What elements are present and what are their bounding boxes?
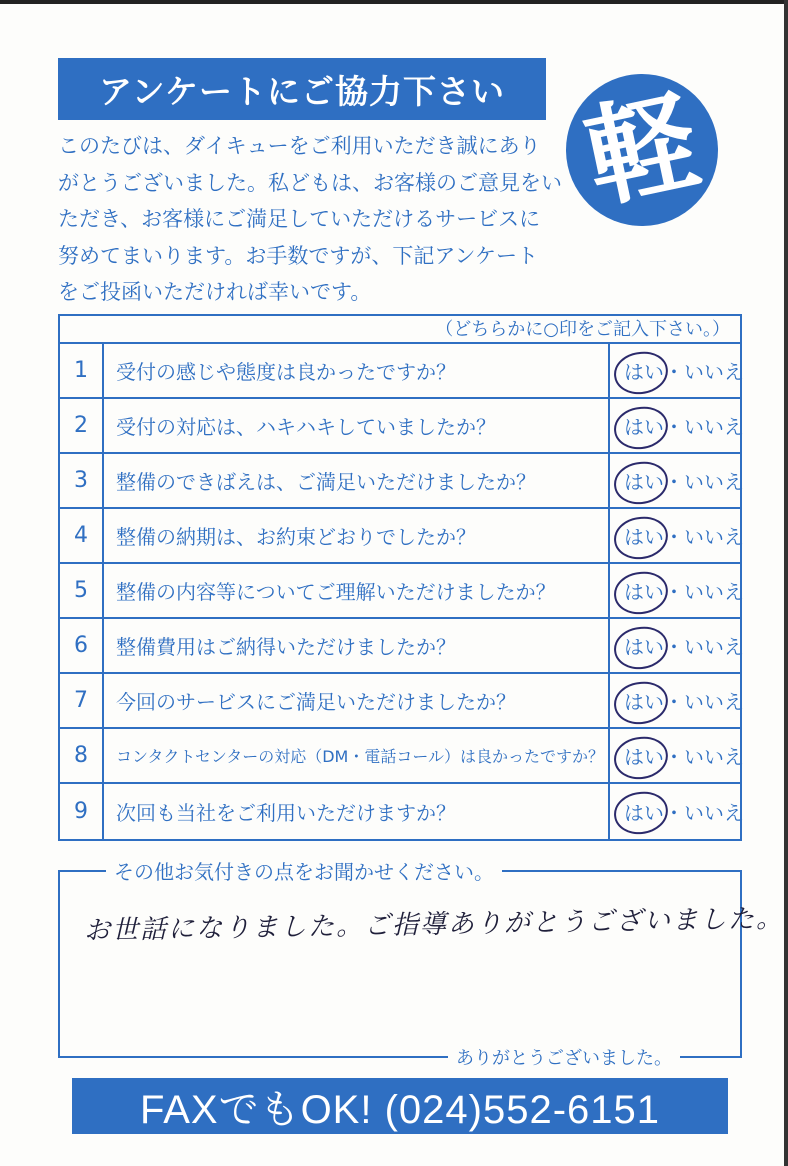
answer-yes[interactable]: はい [624, 801, 664, 825]
question-text: 整備費用はご納得いただけましたか？ [104, 619, 610, 672]
question-text: 受付の感じや態度は良かったですか？ [104, 344, 610, 397]
circled-mark [612, 404, 670, 451]
answer-no[interactable]: いいえ [684, 525, 744, 549]
question-number: 7 [60, 674, 104, 727]
answer-choice[interactable] [610, 729, 744, 782]
question-number: 5 [60, 564, 104, 617]
answer-separator: ・ [664, 360, 684, 384]
circled-mark [612, 624, 670, 671]
question-text: コンタクトセンターの対応（DM・電話コール）は良かったですか？ [104, 729, 610, 782]
answer-choice[interactable] [610, 509, 744, 562]
question-row [60, 399, 744, 454]
circled-mark [612, 569, 670, 616]
answer-no[interactable]: いいえ [684, 635, 744, 659]
answer-yes[interactable]: はい [624, 525, 664, 549]
question-number: 6 [60, 619, 104, 672]
answer-choice[interactable] [610, 674, 744, 727]
survey-instruction: （どちらかに○印をご記入下さい。） [60, 316, 740, 344]
answer-choice[interactable] [610, 619, 744, 672]
question-text: 今回のサービスにご満足いただけましたか？ [104, 674, 610, 727]
intro-line: がとうございました。私どもは、お客様のご意見をい [58, 170, 562, 195]
question-row [60, 674, 744, 729]
answer-no[interactable]: いいえ [684, 360, 744, 384]
answer-no[interactable]: いいえ [684, 690, 744, 714]
card-top-edge [0, 0, 788, 4]
answer-yes[interactable]: はい [624, 635, 664, 659]
answer-no[interactable]: いいえ [684, 470, 744, 494]
answer-choice[interactable] [610, 564, 744, 617]
handwritten-comment: お世話になりました。ご指導ありがとうございました。 [83, 903, 785, 947]
question-number: 4 [60, 509, 104, 562]
question-row [60, 619, 744, 674]
answer-yes[interactable]: はい [624, 745, 664, 769]
circled-mark [612, 789, 670, 836]
answer-separator: ・ [664, 580, 684, 604]
question-row [60, 344, 744, 399]
question-text: 受付の対応は、ハキハキしていましたか？ [104, 399, 610, 452]
question-row [60, 509, 744, 564]
question-row [60, 454, 744, 509]
survey-title: アンケートにご協力下さい [58, 58, 546, 120]
circled-mark [612, 679, 670, 726]
intro-text [58, 128, 562, 311]
question-text: 整備のできばえは、ご満足いただけましたか？ [104, 454, 610, 507]
answer-separator: ・ [664, 690, 684, 714]
circled-mark [612, 459, 670, 506]
survey-table [58, 314, 742, 841]
answer-yes[interactable]: はい [624, 690, 664, 714]
answer-no[interactable]: いいえ [684, 745, 744, 769]
intro-line: このたびは、ダイキューをご利用いただき誠にあり [58, 134, 541, 158]
answer-separator: ・ [664, 415, 684, 439]
question-row [60, 564, 744, 619]
answer-yes[interactable]: はい [624, 415, 664, 439]
question-number: 8 [60, 729, 104, 782]
question-number: 1 [60, 344, 104, 397]
question-text: 整備の内容等についてご理解いただけましたか？ [104, 564, 610, 617]
circled-mark [612, 514, 670, 561]
answer-separator: ・ [664, 635, 684, 659]
answer-choice[interactable] [610, 784, 744, 839]
question-text: 整備の納期は、お約束どおりでしたか？ [104, 509, 610, 562]
fax-number-banner: FAXでもOK! (024)552-6151 [72, 1078, 728, 1134]
question-text: 次回も当社をご利用いただけますか？ [104, 784, 610, 839]
circled-mark [612, 734, 670, 781]
answer-yes[interactable]: はい [624, 470, 664, 494]
answer-separator: ・ [664, 745, 684, 769]
question-number: 9 [60, 784, 104, 839]
answer-choice[interactable] [610, 399, 744, 452]
intro-line: をご投函いただければ幸いです。 [58, 280, 372, 304]
answer-no[interactable]: いいえ [684, 801, 744, 825]
circled-mark [612, 349, 670, 396]
answer-separator: ・ [664, 801, 684, 825]
answer-no[interactable]: いいえ [684, 415, 744, 439]
answer-yes[interactable]: はい [624, 580, 664, 604]
intro-line: ただき、お客様にご満足していただけるサービスに [58, 207, 541, 231]
question-number: 2 [60, 399, 104, 452]
intro-line: 努めてまいります。お手数ですが、下記アンケート [58, 243, 539, 268]
answer-separator: ・ [664, 470, 684, 494]
thanks-text: ありがとうございました。 [448, 1044, 680, 1070]
card-right-edge [784, 0, 788, 1166]
question-row [60, 784, 744, 839]
answer-yes[interactable]: はい [624, 360, 664, 384]
question-number: 3 [60, 454, 104, 507]
comment-box[interactable] [58, 860, 785, 1069]
kanji-badge-logo: 軽 [552, 60, 732, 240]
question-row [60, 729, 744, 784]
comment-title: その他お気付きの点をお聞かせください。 [106, 856, 502, 885]
answer-separator: ・ [664, 525, 684, 549]
answer-choice[interactable] [610, 344, 744, 397]
answer-choice[interactable] [610, 454, 744, 507]
answer-no[interactable]: いいえ [684, 580, 744, 604]
